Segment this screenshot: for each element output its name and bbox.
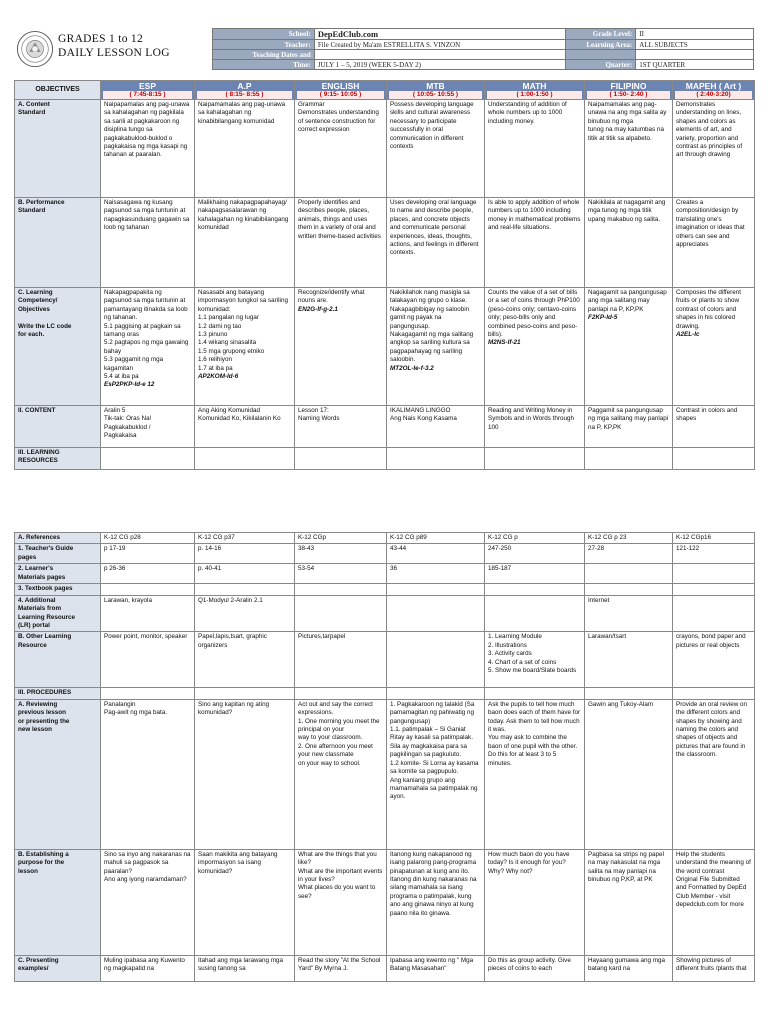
cell-text: Gawin ang Tukoy-Alam [588,700,654,708]
resources-procedures-table [14,532,755,982]
table-cell [295,448,387,470]
table-row [15,533,755,544]
cell-text: Reading and Writing Money in Symbols and in Words through 100 [488,407,574,431]
field-label [566,50,636,60]
table-cell [195,100,295,198]
table-cell [387,849,485,955]
table-cell [585,448,673,470]
objectives-header: OBJECTIVES [15,81,101,100]
table-cell [585,198,673,288]
table-cell [585,632,673,688]
lc-code: AP2KOM-Id-6 [198,373,239,381]
cell-text: K-12 CG p [488,534,518,541]
cell-text: Act out and say the correct expressions. 1. One morning you meet the principal on your way to your classroom. 2. One afternoon you meet your new classmate on your way to school. [298,700,380,767]
table-row [15,632,755,688]
cell-text: Lesson 17: Naming Words [298,407,340,423]
cell-text: Hayaang gumawa ang mga batang kard na [588,956,666,973]
table-cell [295,544,387,564]
cell-text: Aralin 5 Tik-tak: Oras Na! Pagkakabuklod / Pagkakaisa [104,407,152,440]
table-cell [101,544,195,564]
table-cell [485,699,585,849]
subject-time: ( 1:00-1:50 ) [487,91,582,99]
cell-text: 1. Pagkakaroon ng talakid (Sa pamamagitan ng pahiwatig ng pangungusap) 1.1. patimpalak – Si Ganiat Ritay ay kasali sa patimpalak. Sila ay magkakaisa para sa pagkilingan sa pagkuluto. 1.2 komite- Si Lorna ay kasama sa komite sa pagpupulo. Ang kaniang grupo ang mamamahala sa patimpalak ng ayon. [390,700,479,801]
table-cell [195,288,295,406]
cell-text: 38-43 [298,545,315,553]
cell-text: 121-122 [676,545,700,553]
table-cell [295,849,387,955]
table-cell [295,564,387,584]
cell-text: Q1-Modyul 2-Aralin 2.1 [198,596,263,604]
row-label: 2. Learner's Materials pages [15,564,101,584]
table-cell [673,544,755,564]
table-cell [101,632,195,688]
cell-text: 27-28 [588,545,605,553]
cell-text: Paggamit sa pangungusap ng mga salitang may panlapi na P, KP,PK [588,407,669,431]
table-cell [101,198,195,288]
cell-text: Ang Aking Komunidad Komunidad Ko, Kikilalanin Ko [198,407,281,423]
table-cell [585,544,673,564]
field-value: DepEdClub.com [314,29,566,40]
subject-name: MATH [522,81,547,91]
cell-text: Properly identifies and describes people, places, animals, things and uses them in a variety of oral and written theme-based activities [298,199,381,240]
cell-text: Demonstrates understanding on lines, shapes and colors as elements of art, and variety, proportion and contrast as principles of art through drawing [676,101,743,159]
cell-text: p. 40-41 [198,565,222,573]
table-cell [295,955,387,981]
subject-header [101,81,195,100]
field-label: Time: [213,60,315,70]
cell-text: Nasasabi ang batayang impormasyon tungkol sa sariling komunidad: 1.1 pangalan ng lugar 1.2 dami ng tao 1.3 pinuno 1.4 wikang sinasalita 1.5 mga grupong etniko 1.6 relihiyon 1.7 at iba pa [198,289,288,372]
table-row [15,955,755,981]
cell-text: Itahad ang mga larawang mga susing tanong sa [198,956,284,973]
table-cell [485,688,585,699]
cell-text: Possess developing language skills and cultural awareness necessary to participate successfully in oral communication in different contexts [390,101,474,151]
table-cell [673,564,755,584]
row-label: B. Other Learning Resource [15,632,101,688]
table-cell [195,544,295,564]
cell-text: Pictures,tarpapel [298,633,346,641]
table-cell [387,564,485,584]
table-cell [195,849,295,955]
cell-text: Counts the value of a set of bills or a set of coins through PhP100 (peso-coins only; centavo-coins only; peso-bills only and combined peso-coins and peso-bills). [488,289,580,339]
table-cell [585,288,673,406]
table-cell [387,699,485,849]
cell-text: Naisasagawa ng kusang pagsunod sa mga tuntunin at napagkasunduang gagawin sa loob ng tahanan [104,199,190,232]
document-title [58,32,170,60]
subject-name: ESP [138,81,156,91]
table-cell [101,564,195,584]
row-label: B. Establishing a purpose for the lesson [15,849,101,955]
table-cell [101,406,195,448]
lc-code: F2KP-Id-5 [588,314,618,322]
cell-text: Nakapagpapakita ng pagsunod sa mga tuntunin at pamantayang itinakda sa loob ng tahanan. 5.1 paggising at pagkain sa tamang oras 5.2 pagtapos ng mga gawaing bahay 5.3 paggamit ng mga kagamitan 5.4 at iba pa [104,289,189,381]
subject-header [673,81,755,100]
table-cell [387,533,485,544]
cell-text: Nagagamit sa pangungusap ang mga salitang may panlapi na P, KP,PK [588,289,667,313]
lc-code: EsP2PKP-Id-e 12 [104,381,155,389]
cell-text: Provide an oral review on the different colors and shapes by showing and naming the colors and shapes of objects and pictures that are found in the classroom. [676,700,748,759]
table-row [15,288,755,406]
table-cell [673,198,755,288]
table-row [15,688,755,699]
table-cell [673,849,755,955]
table-row [15,564,755,584]
field-value: JULY 1 – 5, 2019 (WEEK 5-DAY 2) [314,60,566,70]
table-cell [387,595,485,632]
cell-text: 1. Learning Module 2. Illustrations 3. Activity cards 4. Chart of a set of coins 5. Show me board/Slate boards [488,633,577,675]
cell-text: IKALIMANG LINGGO Ang Nais Kong Kasama [390,407,457,423]
cell-text: K-12 CGp16 [676,534,712,541]
table-cell [295,584,387,595]
subject-name: MTB [426,81,445,91]
table-cell [673,632,755,688]
table-cell [673,595,755,632]
cell-text: Muling ipabasa ang Kuwento ng magkapatid na [104,956,185,973]
cell-text: K-12 CG p 23 [588,534,627,541]
cell-text: p 26-36 [104,565,126,573]
cell-text: Panalangin Pag-awit ng mga bata. [104,700,168,717]
subject-time: ( 1:50- 2:40 ) [587,91,670,99]
field-label: Quarter: [566,60,636,70]
subject-name: ENGLISH [321,81,360,91]
table-cell [195,564,295,584]
row-label: A. Reviewing previous lesson or presenting the new lesson [15,699,101,849]
table-cell [673,448,755,470]
table-cell [585,564,673,584]
cell-text: 247-250 [488,545,512,553]
table-cell [295,288,387,406]
table-row [15,198,755,288]
table-cell [585,100,673,198]
table-cell [585,533,673,544]
cell-text: Nakikilahok nang masigla sa talakayan ng grupo o klase. Nakapagbibigay ng saloobin gamit ng payak na pangungusap. Nakagagamit ng mga salitang angkop sa sariling kultura sa pagpapahayag ng sariling saloobin. [390,289,474,364]
cell-text: Ipabasa ang kwento ng " Mga Batang Masasahan" [390,956,474,973]
table-cell [485,533,585,544]
subject-name: FILIPINO [610,81,647,91]
table-cell [673,533,755,544]
table-cell [101,688,195,699]
field-value: II [636,29,754,40]
cell-text: Ask the pupils to tell how much baon does each of them have for today. Ask them to tell how much it was. You may ask to combine the baon of one pupil with the other. Do this for at least 3 to 5 minutes. [488,700,581,767]
cell-text: Sino sa inyo ang nakaranas na mahuli sa pagpasok sa paaralan? Ano ang iyong naramdaman? [104,850,191,884]
cell-text: Help the students understand the meaning of the word contrast Original File Submitted and Formatted by DepEd Club Member - visit depedclub.com for more [676,850,751,909]
table-row [15,544,755,564]
header-row [213,40,754,50]
table-cell [485,955,585,981]
cell-text: K-12 CG p89 [390,534,427,541]
field-value [314,50,566,60]
table-cell [673,688,755,699]
table-cell [673,699,755,849]
subject-time: ( 8:15- 8:55 ) [197,91,292,99]
subject-time: ( 2:40-3:20) [675,91,752,99]
table-cell [485,544,585,564]
row-label: B. Performance Standard [15,198,101,288]
table-row [15,448,755,470]
table-cell [101,595,195,632]
cell-text: 53-54 [298,565,315,573]
deped-seal-icon [16,30,54,68]
table-cell [295,595,387,632]
cell-text: p 17-19 [104,545,126,553]
table-cell [387,584,485,595]
subject-header-row [15,81,755,100]
subject-time: ( 7:45-8:15 ) [103,91,192,99]
cell-text: Papel,lapis,tsart, graphic organizers [198,633,267,649]
row-label: A. References [15,533,101,544]
table-cell [101,849,195,955]
table-cell [387,288,485,406]
row-label: III. PROCEDURES [15,688,101,699]
table-cell [295,406,387,448]
row-label: 1. Teacher's Guide pages [15,544,101,564]
header [14,28,754,74]
header-row [213,60,754,70]
table-cell [485,198,585,288]
table-cell [195,632,295,688]
table-cell [295,533,387,544]
table-cell [387,955,485,981]
table-cell [195,699,295,849]
table-cell [295,100,387,198]
table-cell [585,406,673,448]
table-cell [195,955,295,981]
table-cell [485,595,585,632]
field-label: Learning Area: [566,40,636,50]
cell-text: Recognize/identify what nouns are. [298,289,365,305]
cell-text: Pagbasa sa strips ng papel na may nakasulat na mga salita na may panlapi na binubuo ng P,KP, at PK [588,850,664,884]
row-label: 4. Additional Materials from Learning Resource (LR) portal [15,595,101,632]
title-line-1: GRADES 1 to 12 [58,33,144,45]
table-cell [485,632,585,688]
cell-text: K-12 CG p28 [104,534,141,541]
table-cell [387,688,485,699]
table-cell [673,584,755,595]
table-cell [195,448,295,470]
table-cell [585,699,673,849]
subject-header [295,81,387,100]
table-cell [485,584,585,595]
table-cell [295,699,387,849]
subject-time: ( 10:05- 10:55 ) [389,91,482,99]
cell-text: 43-44 [390,545,407,553]
cell-text: p. 14-16 [198,545,222,553]
cell-text: Uses developing oral language to name and describe people, places, and concrete objects and communicate personal experiences, ideas, thoughts, actions, and feelings in different contexts. [390,199,479,257]
cell-text: Understanding of addition of whole numbers up to 1000 including money. [488,101,567,125]
cell-text: Malikhaing nakapagpapahayag/ nakapagsasalarawan ng kahalagahan ng kinabibilangang komunidad [198,199,289,232]
cell-text: Larawan/tsart [588,633,627,641]
table-cell [673,406,755,448]
lc-code: EN2G-If-g-2.1 [298,305,338,313]
cell-text: Naipamamalas ang pag-unawa sa kahalagahan ng kinabibilangang komunidad [198,101,286,125]
table-row [15,584,755,595]
header-row [213,29,754,40]
field-label: Grade Level: [566,29,636,40]
subject-name: MAPEH ( Art ) [685,81,742,91]
cell-text: K-12 CGp [298,534,326,541]
subject-name: A.P [237,81,252,91]
table-cell [295,198,387,288]
lc-code: MT2OL-Ie-f-3.2 [390,364,434,372]
table-cell [673,955,755,981]
subject-header [485,81,585,100]
cell-text: Sino ang kapitan ng ating komunidad? [198,700,270,717]
table-cell [485,849,585,955]
lc-code: A2EL-Ic [676,331,700,339]
subject-time: ( 9:15- 10:05 ) [297,91,384,99]
table-cell [585,955,673,981]
cell-text: Internet [588,596,610,604]
cell-text: Larawan, krayola [104,596,152,604]
table-cell [387,544,485,564]
table-cell [101,100,195,198]
row-label: 3. Textbook pages [15,584,101,595]
table-cell [673,288,755,406]
cell-text: What are the things that you like? What are the important events in your lives? What places do you want to see? [298,850,383,900]
table-row [15,100,755,198]
table-cell [101,699,195,849]
table-row [15,595,755,632]
field-label: Teacher: [213,40,315,50]
cell-text: Showing pictures of different fruits /plants that [676,956,747,973]
field-value: ALL SUBJECTS [636,40,754,50]
table-cell [387,406,485,448]
table-cell [585,595,673,632]
cell-text: Is able to apply addition of whole numbers up to 1000 including money in mathematical problems and real-life situations. [488,199,581,232]
table-row [15,849,755,955]
cell-text: Read the story "At the School Yard" By Myrna J. [298,956,381,973]
table-cell [387,448,485,470]
table-cell [295,688,387,699]
header-info-table [212,28,754,70]
table-cell [485,448,585,470]
cell-text: K-12 CG p37 [198,534,235,541]
cell-text: 185-187 [488,565,512,573]
cell-text: Saan makikita ang batayang impormasyon sa isang komunidad? [198,850,278,875]
table-cell [295,632,387,688]
cell-text: Itanong kung nakapanood ng isang palarong pang-programa pinapatunan at kung ano ito. Itanong din kung nakaranas na silang mamahala sa isang programa o patimpalak, kung ano ang ginawa ninyo at kung paano nila ito ginawa. [390,850,477,917]
cell-text: How much baon do you have today? Is it enough for you? Why? Why not? [488,850,570,875]
row-label: A. Content Standard [15,100,101,198]
cell-text: Nakikilala at nagagamit ang mga tunog ng mga titik upang makabuo ng salita. [588,199,666,223]
table-cell [485,288,585,406]
field-label: Teaching Dates and [213,50,315,60]
cell-text: Naipamamalas ang pag-unawa na ang mga salita ay binubuo ng mga tunog na may katumbas na titik at titik sa alpabeto. [588,101,667,142]
table-cell [101,955,195,981]
field-label: School: [213,29,315,40]
lc-code: M2NS-If-21 [488,339,521,347]
table-cell [673,100,755,198]
resources-body [15,533,755,982]
table-cell [195,198,295,288]
table-cell [195,406,295,448]
cell-text: Power point, monitor, speaker [104,633,188,641]
table-cell [195,533,295,544]
table-cell [101,533,195,544]
table-cell [485,564,585,584]
field-value [636,50,754,60]
cell-text: Creates a composition/design by translating one's imagination or ideas that others can see and appreciates [676,199,745,249]
objectives-table [14,80,755,470]
table-cell [387,632,485,688]
cell-text: 36 [390,565,398,573]
cell-text: Contrast in colors and shapes [676,407,738,423]
table-cell [585,849,673,955]
table-row [15,699,755,849]
cell-text: Do this as group activity. Give pieces of coins to each [488,956,571,973]
field-value: File Created by Ma'am ESTRELLITA S. VINZON [314,40,566,50]
row-label: III. LEARNING RESOURCES [15,448,101,470]
table-cell [195,584,295,595]
cell-text: Grammar Demonstrates understanding of sentence construction for correct expression [298,101,379,134]
table-cell [101,288,195,406]
subject-header [387,81,485,100]
header-row [213,50,754,60]
row-label: II. CONTENT [15,406,101,448]
cell-text: Composes the different fruits or plants to show contrast of colors and shapes in his colored drawing. [676,289,741,330]
table-cell [101,448,195,470]
subject-header [585,81,673,100]
table-cell [585,584,673,595]
table-cell [585,688,673,699]
cell-text: crayons, bond paper and pictures or real objects [676,633,746,649]
row-label: C. Presenting examples/ [15,955,101,981]
row-label: C. Learning Competency/ Objectives Write the LC code for each. [15,288,101,406]
table-cell [387,100,485,198]
table-cell [101,584,195,595]
cell-text: Naipapamalas ang pag-unawa sa kahalagahan ng pagkilala sa sarili at pagkakaroon ng disiplina tungo sa pagkakabuklod-buklod o pagkakaisa ng mga kasapi ng tahanan at paaralan. [104,101,190,159]
title-line-2: DAILY LESSON LOG [58,47,170,59]
table-cell [485,406,585,448]
table-cell [387,198,485,288]
subject-header [195,81,295,100]
table-row [15,406,755,448]
table-cell [485,100,585,198]
table-cell [195,688,295,699]
objectives-body [15,100,755,470]
table-cell [195,595,295,632]
field-value: 1ST QUARTER [636,60,754,70]
